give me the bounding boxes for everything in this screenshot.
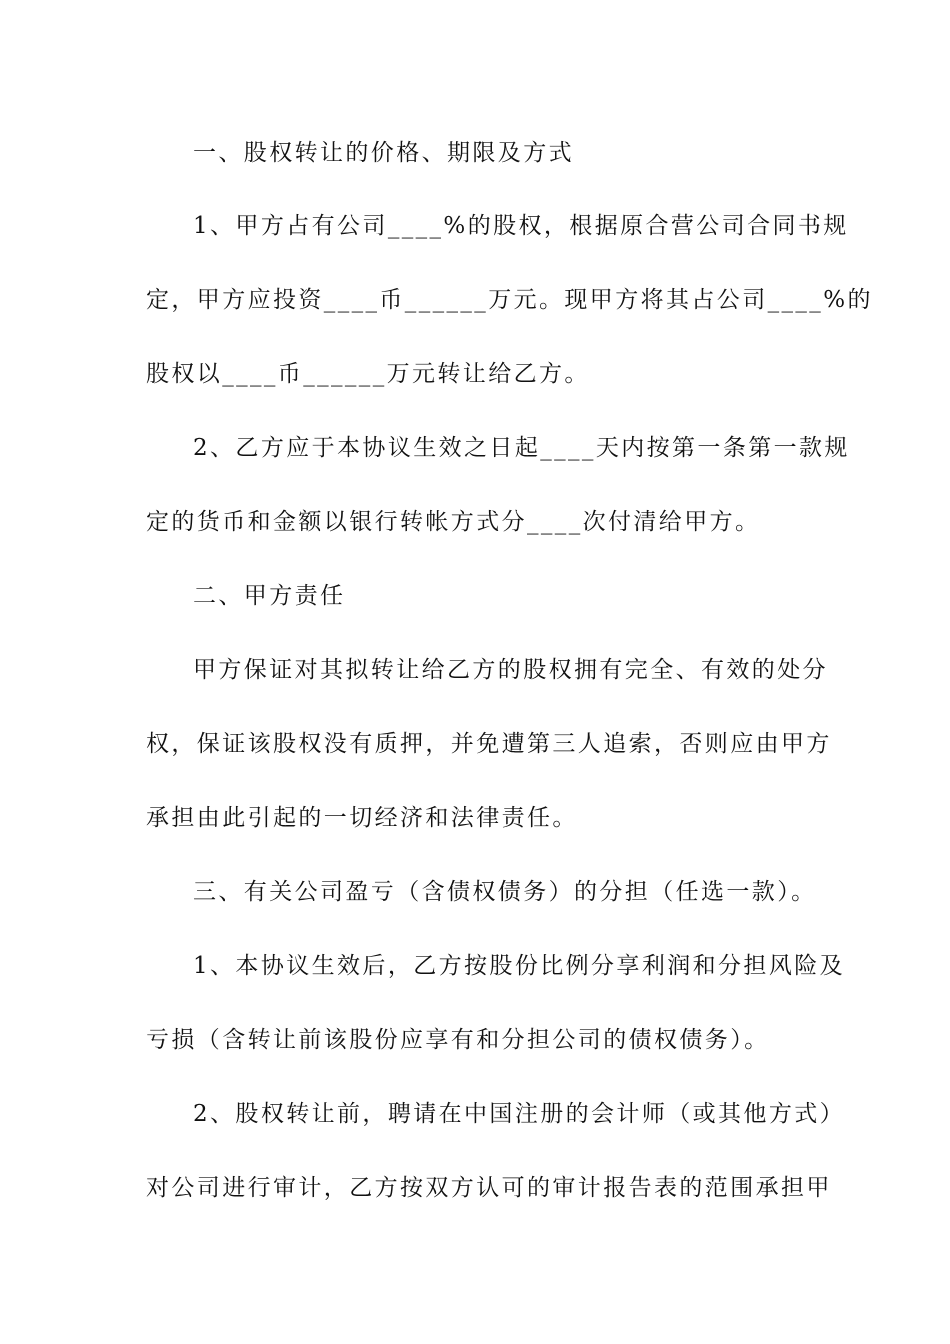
paragraph-line: 1、本协议生效后，乙方按股份比例分享利润和分担风险及 (193, 953, 846, 979)
paragraph-line: 股权以____币______万元转让给乙方。 (146, 361, 590, 387)
paragraph-line: 1、甲方占有公司____%的股权，根据原合营公司合同书规 (193, 213, 849, 239)
paragraph-line: 定，甲方应投资____币______万元。现甲方将其占公司____%的 (146, 287, 873, 313)
section-heading-2: 二、甲方责任 (193, 583, 346, 609)
paragraph-line: 权，保证该股权没有质押，并免遭第三人追索，否则应由甲方 (146, 731, 832, 757)
section-heading-1: 一、股权转让的价格、期限及方式 (193, 140, 574, 166)
paragraph-line: 2、乙方应于本协议生效之日起____天内按第一条第一款规 (193, 435, 850, 461)
paragraph-line: 亏损（含转让前该股份应享有和分担公司的债权债务）。 (146, 1027, 770, 1053)
paragraph-line: 对公司进行审计，乙方按双方认可的审计报告表的范围承担甲 (146, 1175, 832, 1201)
paragraph-line: 甲方保证对其拟转让给乙方的股权拥有完全、有效的处分 (193, 657, 828, 683)
paragraph-line: 承担由此引起的一切经济和法律责任。 (146, 805, 578, 831)
section-heading-3: 三、有关公司盈亏（含债权债务）的分担（任选一款）。 (193, 879, 817, 905)
paragraph-line: 2、股权转让前，聘请在中国注册的会计师（或其他方式） (193, 1101, 846, 1127)
paragraph-line: 定的货币和金额以银行转帐方式分____次付清给甲方。 (146, 509, 761, 535)
